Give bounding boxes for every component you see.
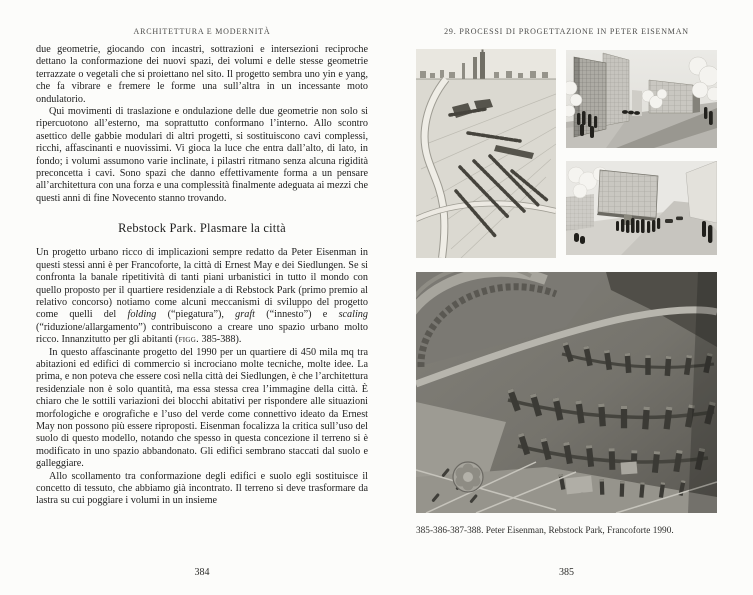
figure-386-street-rendering bbox=[566, 50, 717, 148]
model-photo-image bbox=[416, 272, 717, 513]
left-building bbox=[566, 194, 594, 231]
clover-block bbox=[453, 462, 483, 492]
plaza-rendering-image bbox=[566, 161, 717, 255]
body-paragraph: Allo scollamento tra conformazione degli edifici e suolo egli sostituisce il concetto di tessuto, che abbiamo già incontrato. Il terreno si deve trasformare da lastra su cui poggiare i volumi in un insieme bbox=[36, 470, 368, 507]
left-text-block bbox=[36, 44, 368, 564]
left-running-header: ARCHITETTURA E MODERNITÀ bbox=[133, 27, 271, 36]
body-paragraph: Un progetto urbano ricco di implicazioni sempre redatto da Peter Eisenman in questi stessi anni è per Francoforte, la città di Ernest May e dei Siedlungen. Se si confronta la banale ripetitività di tanti piani urbanistici in tutto il mondo con quello proposto per il quartiere residenziale a di Rebstock Park (primo premio al relativo concorso) notiamo come alcuni meccanismi di sviluppo del progetto come quelli del folding (“piegatura”), graft (“innesto”) e scaling (“riduzione/allargamento”) contribuiscono a creare uno spazio urbano molto ricco. Innanzitutto per gli abitanti (figg. 385-388). bbox=[36, 247, 368, 346]
body-paragraph: due geometrie, giocando con incastri, sottrazioni e intersezioni reciproche dettano la conformazione dei nuovi spazi, dei volumi e delle stesse geometrie terrazzate o vegetali che si proiettano nel sito. Il progetto sembra uno yin e yang, che fa vibrare e fremere le forme una sull’altra in un incessante moto ondulatorio. bbox=[36, 44, 368, 105]
figure-385-aerial-rendering bbox=[416, 49, 556, 258]
figure-caption: 385-386-387-388. Peter Eisenman, Rebstock Park, Francoforte 1990. bbox=[416, 526, 674, 536]
street-rendering-image bbox=[566, 50, 717, 148]
body-paragraph: Qui movimenti di traslazione e ondulazione delle due geometrie non solo si ripercuotono all’esterno, ma soprattutto conformano l’interno. Allo scontro asettico delle gabbie modulari di altri progetti, si sostituiscono cavi complessi, ricchi, affascinanti e nuovissimi. Vi gioca la luce che entra dall’alto, di lato, in fondo; i volumi assumono varie inclinate, i pilastri ritmano senza alcuna rigidità preconcetta i cavi. Sono spazi che danno effettivamente forma a un pensare all’architettura con una forza e una complessità finalmente adeguata ai mezzi che questi anni di fine Novecento stanno trovando. bbox=[36, 106, 368, 204]
aerial-rendering-image bbox=[416, 49, 556, 258]
right-running-header: 29. PROCESSI DI PROGETTAZIONE IN PETER EISENMAN bbox=[444, 27, 689, 36]
right-page-number: 385 bbox=[559, 567, 574, 578]
left-page-number: 384 bbox=[194, 567, 210, 578]
section-heading: Rebstock Park. Plasmare la città bbox=[118, 221, 286, 236]
figure-388-model-photo bbox=[416, 272, 717, 513]
figure-387-plaza-rendering bbox=[566, 161, 717, 255]
rear-tower bbox=[603, 53, 629, 126]
body-paragraph: In questo affascinante progetto del 1990 per un quartiere di 450 mila mq tra abitazioni ed edifici di commercio si incrociano molte tecniche, molte idee. La prima, e non poteva che essere così nella città dei Siedlungen, è che l’architettura residenziale non è solo quantità, ma essa stessa crea l’immagine della città. È chiaro che le sottili variazioni dei blocchi abitativi per rispondere alle situazioni morfologiche e orografiche e l’uso del verde come connettivo ideato da Ernest May non possono più essere riproposti. Eisenman focalizza la critica sull’uso del suolo di questo modello, notando che spesso in questa concezione il terreno si è modificato in uno spazio abbandonato. Gli edifici sembrano staccati dal suolo e galleggiare. bbox=[36, 346, 368, 470]
